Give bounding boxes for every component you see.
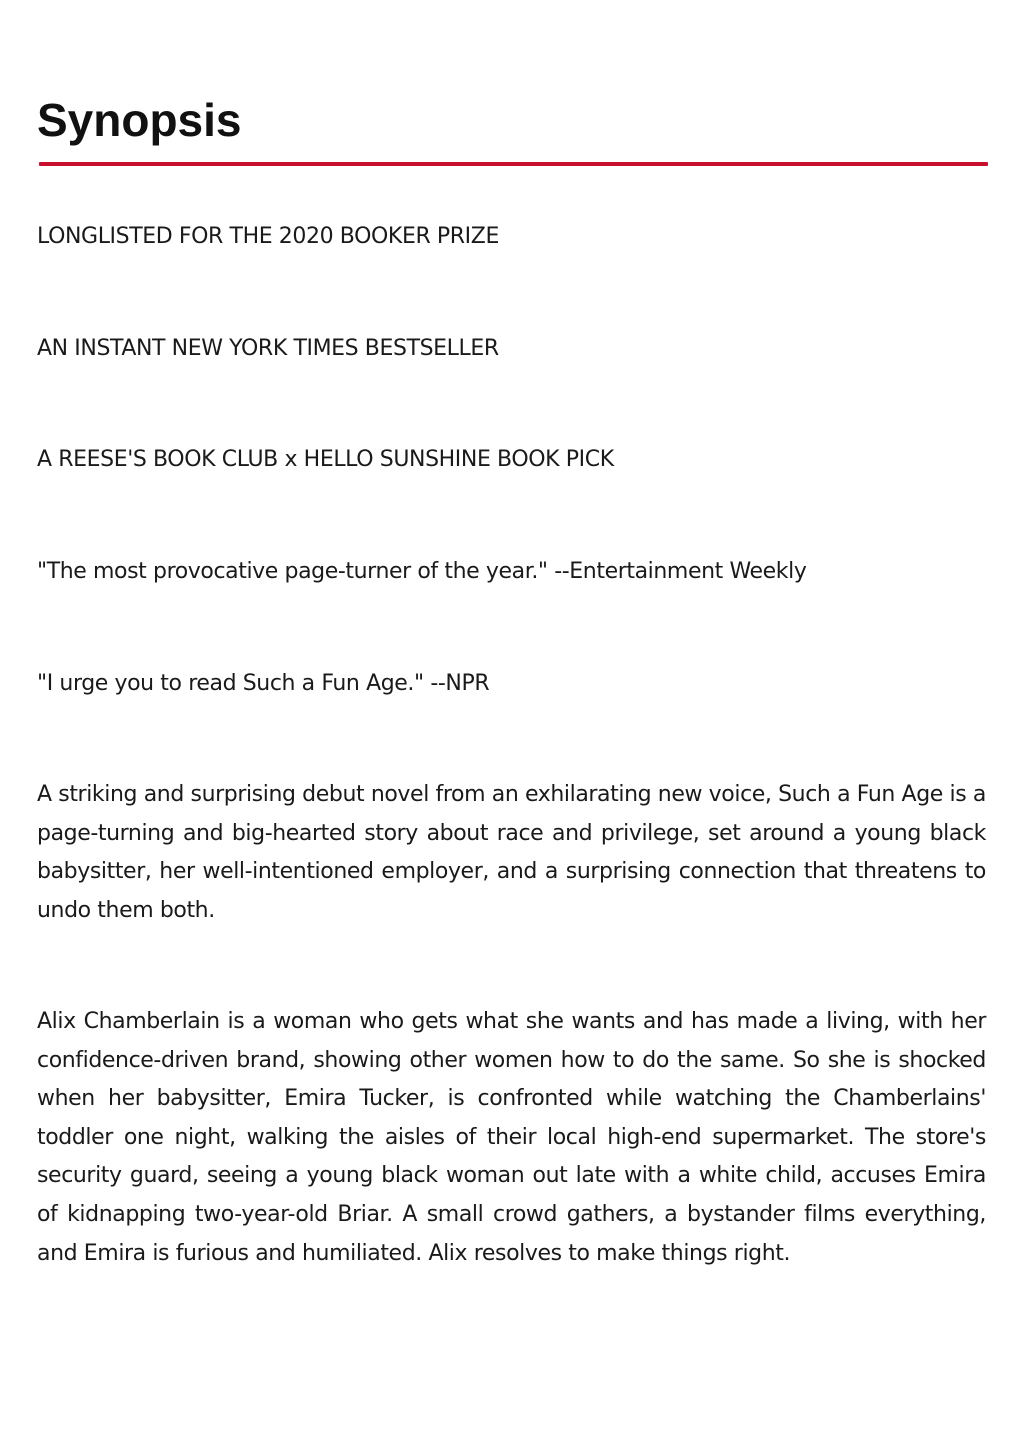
page-title: Synopsis xyxy=(37,94,242,146)
award-line-nyt: AN INSTANT NEW YORK TIMES BESTSELLER xyxy=(37,336,499,361)
synopsis-paragraph-intro: A striking and surprising debut novel from an exhilarating new voice, Such a Fun Age is a page-turning and big-hearted story about race and privilege, set around a young black babysitter, her well-intentioned employer, and a surprising connection that threatens to undo them both. xyxy=(37,782,986,923)
review-quote-ew: "The most provocative page-turner of the year." --Entertainment Weekly xyxy=(37,559,807,584)
review-quote-npr: "I urge you to read Such a Fun Age." --NPR xyxy=(37,671,490,696)
title-underline-divider xyxy=(39,162,988,166)
award-line-booker: LONGLISTED FOR THE 2020 BOOKER PRIZE xyxy=(37,224,499,249)
synopsis-paragraph-plot: Alix Chamberlain is a woman who gets what she wants and has made a living, with her confidence-driven brand, showing other women how to do the same. So she is shocked when her babysitter, Emira Tucker, is confronted while watching the Chamberlains' toddler one night, walking the aisles of their local high-end supermarket. The store's security guard, seeing a young black woman out late with a white child, accuses Emira of kidnapping two-year-old Briar. A small crowd gathers, a bystander films everything, and Emira is furious and humiliated. Alix resolves to make things right. xyxy=(37,1009,986,1266)
award-line-book-club: A REESE'S BOOK CLUB x HELLO SUNSHINE BOOK PICK xyxy=(37,447,614,472)
